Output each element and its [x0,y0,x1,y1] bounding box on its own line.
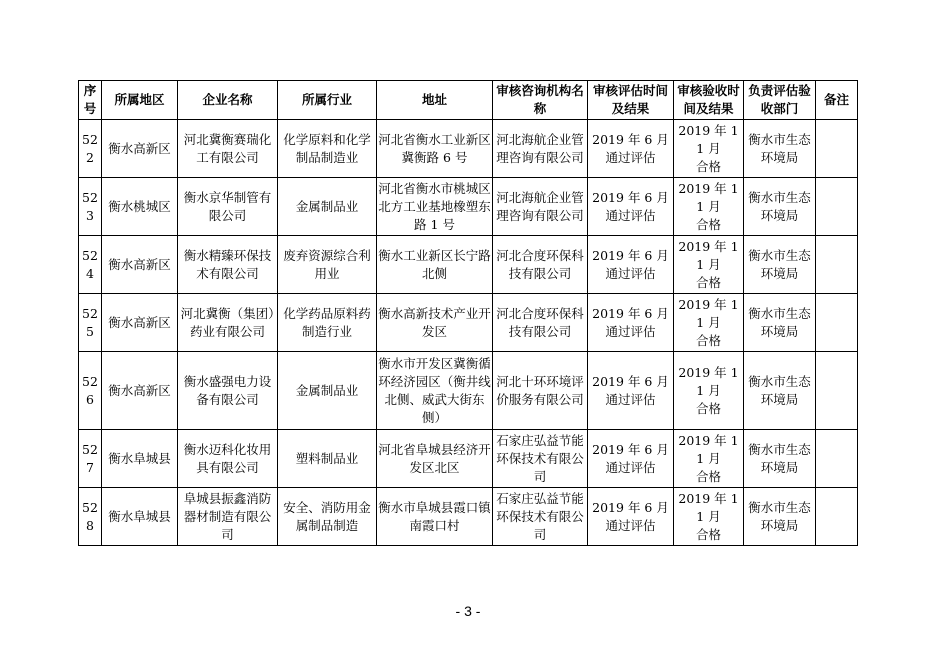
row-remark [816,236,858,294]
row-dept: 衡水市生态环境局 [744,430,816,488]
row-no: 526 [79,352,102,430]
row-industry: 金属制品业 [278,352,377,430]
table-row [79,236,858,294]
row-region: 衡水高新区 [102,120,178,178]
row-company: 衡水京华制管有限公司 [178,178,278,236]
row-address: 河北省衡水工业新区冀衡路 6 号 [377,120,493,178]
accept-date: 2019 年 11 月 [678,490,739,524]
row-remark [816,430,858,488]
row-remark [816,488,858,546]
header-company: 企业名称 [178,81,278,120]
row-no: 527 [79,430,102,488]
row-accept [674,488,744,546]
page-number: - 3 - [455,603,481,619]
row-eval: 2019 年 6 月通过评估 [588,352,674,430]
table-row [79,352,858,430]
row-agency: 河北合度环保科技有限公司 [493,294,588,352]
row-agency: 河北海航企业管理咨询有限公司 [493,120,588,178]
header-eval: 审核评估时间及结果 [588,81,674,120]
row-no: 528 [79,488,102,546]
row-agency: 石家庄弘益节能环保技术有限公司 [493,430,588,488]
row-dept: 衡水市生态环境局 [744,352,816,430]
row-industry: 废弃资源综合利用业 [278,236,377,294]
table-row [79,178,858,236]
row-region: 衡水高新区 [102,352,178,430]
table-row [79,120,858,178]
row-industry: 安全、消防用金属制品制造 [278,488,377,546]
row-address: 河北省阜城县经济开发区北区 [377,430,493,488]
row-remark [816,352,858,430]
row-dept: 衡水市生态环境局 [744,178,816,236]
row-remark [816,120,858,178]
row-dept: 衡水市生态环境局 [744,236,816,294]
row-region: 衡水阜城县 [102,488,178,546]
accept-date: 2019 年 11 月 [678,180,739,214]
row-no: 522 [79,120,102,178]
row-no: 523 [79,178,102,236]
row-industry: 化学药品原料药制造行业 [278,294,377,352]
accept-result: 合格 [695,274,721,290]
row-company: 衡水迈科化妆用具有限公司 [178,430,278,488]
header-region: 所属地区 [102,81,178,120]
row-eval: 2019 年 6 月通过评估 [588,120,674,178]
row-company: 衡水精臻环保技术有限公司 [178,236,278,294]
row-industry: 塑料制品业 [278,430,377,488]
row-address: 衡水市阜城县霞口镇南霞口村 [377,488,493,546]
row-no: 524 [79,236,102,294]
table-header-row [79,81,858,120]
row-address: 衡水高新技术产业开发区 [377,294,493,352]
accept-date: 2019 年 11 月 [678,296,739,330]
header-address: 地址 [377,81,493,120]
header-no: 序号 [79,81,102,120]
header-accept: 审核验收时间及结果 [674,81,744,120]
row-region: 衡水高新区 [102,294,178,352]
row-no: 525 [79,294,102,352]
header-industry: 所属行业 [278,81,377,120]
row-accept [674,120,744,178]
header-agency: 审核咨询机构名称 [493,81,588,120]
row-address: 衡水工业新区长宁路北侧 [377,236,493,294]
accept-result: 合格 [695,332,721,348]
table-row [79,430,858,488]
row-agency: 河北合度环保科技有限公司 [493,236,588,294]
audit-table [78,80,858,546]
row-dept: 衡水市生态环境局 [744,120,816,178]
row-eval: 2019 年 6 月通过评估 [588,488,674,546]
row-dept: 衡水市生态环境局 [744,294,816,352]
accept-result: 合格 [695,216,721,232]
row-region: 衡水高新区 [102,236,178,294]
header-dept: 负责评估验收部门 [744,81,816,120]
row-industry: 金属制品业 [278,178,377,236]
row-accept [674,236,744,294]
row-agency: 河北海航企业管理咨询有限公司 [493,178,588,236]
accept-date: 2019 年 11 月 [678,432,739,466]
accept-date: 2019 年 11 月 [678,238,739,272]
accept-date: 2019 年 11 月 [678,122,739,156]
row-accept [674,178,744,236]
row-remark [816,178,858,236]
row-eval: 2019 年 6 月通过评估 [588,178,674,236]
row-address: 衡水市开发区冀衡循环经济园区（衡井线北侧、威武大街东侧） [377,352,493,430]
row-accept [674,294,744,352]
row-company: 衡水盛强电力设备有限公司 [178,352,278,430]
row-region: 衡水阜城县 [102,430,178,488]
row-eval: 2019 年 6 月通过评估 [588,294,674,352]
row-industry: 化学原料和化学制品制造业 [278,120,377,178]
accept-date: 2019 年 11 月 [678,364,739,398]
row-company: 河北冀衡赛瑞化工有限公司 [178,120,278,178]
accept-result: 合格 [695,526,721,542]
table-row [79,488,858,546]
accept-result: 合格 [695,158,721,174]
row-accept [674,352,744,430]
row-agency: 石家庄弘益节能环保技术有限公司 [493,488,588,546]
row-region: 衡水桃城区 [102,178,178,236]
row-eval: 2019 年 6 月通过评估 [588,236,674,294]
accept-result: 合格 [695,400,721,416]
header-remark: 备注 [816,81,858,120]
row-accept [674,430,744,488]
row-company: 阜城县振鑫消防器材制造有限公司 [178,488,278,546]
row-address: 河北省衡水市桃城区北方工业基地橡塑东路 1 号 [377,178,493,236]
row-dept: 衡水市生态环境局 [744,488,816,546]
row-company: 河北冀衡（集团）药业有限公司 [178,294,278,352]
row-eval: 2019 年 6 月通过评估 [588,430,674,488]
table-row [79,294,858,352]
row-agency: 河北十环环境评价服务有限公司 [493,352,588,430]
row-remark [816,294,858,352]
accept-result: 合格 [695,468,721,484]
